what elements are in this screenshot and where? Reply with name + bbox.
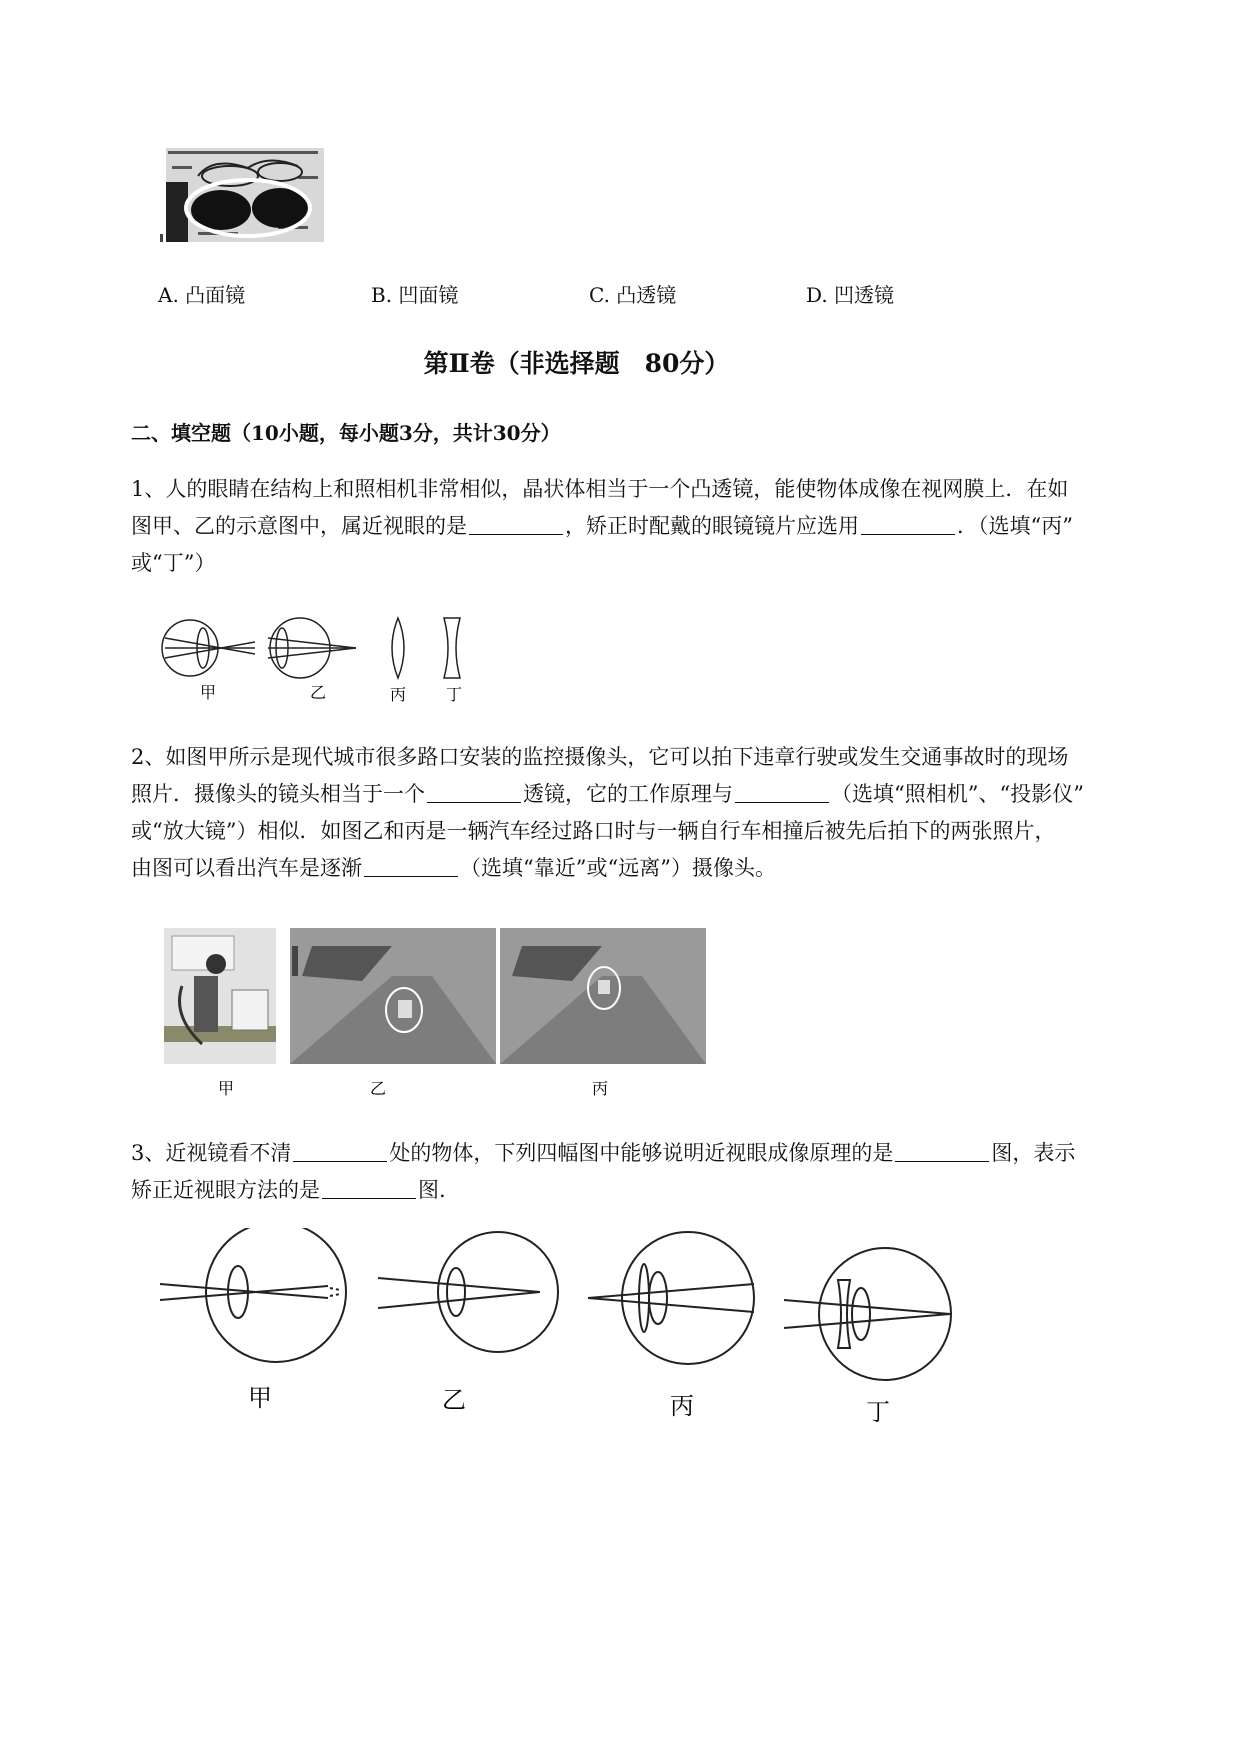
q2-fig-label-yi: 乙 bbox=[370, 1079, 387, 1098]
q2-blank-1[interactable] bbox=[427, 780, 521, 803]
q1-line-3: 或“丁”） bbox=[131, 551, 216, 575]
q3-fig-label-ding: 丁 bbox=[866, 1398, 890, 1426]
q1-line-2: 图甲、乙的示意图中，属近视眼的是 ，矫正时配戴的眼镜镜片应选用 ．（选填“丙” bbox=[131, 514, 1073, 538]
q2-fig-label-jia: 甲 bbox=[218, 1079, 235, 1098]
q3-fig-label-bing: 丙 bbox=[670, 1392, 694, 1420]
q3-eye-diagrams bbox=[158, 1228, 958, 1428]
option-a: A. 凸面镜 bbox=[158, 283, 246, 307]
q2-line-4: 由图可以看出汽车是逐渐 （选填“靠近”或“远离”）摄像头。 bbox=[131, 856, 776, 880]
q2-camera-photos bbox=[162, 926, 708, 1101]
q2-line-2: 照片．摄像头的镜头相当于一个 透镜，它的工作原理与 （选填“照相机”、“投影仪” bbox=[131, 782, 1084, 806]
option-b: B. 凹面镜 bbox=[371, 283, 459, 307]
q3-blank-1[interactable] bbox=[293, 1139, 387, 1162]
section-subtitle: 二、填空题（10小题，每小题3分，共计30分） bbox=[131, 421, 561, 445]
q3-fig-label-jia: 甲 bbox=[248, 1384, 272, 1412]
q2-fig-label-bing: 丙 bbox=[592, 1079, 609, 1098]
q3-line-2: 矫正近视眼方法的是 图. bbox=[131, 1178, 446, 1202]
q1-blank-2[interactable] bbox=[861, 512, 955, 535]
option-d: D. 凹透镜 bbox=[806, 283, 895, 307]
q3-line-1: 3、近视镜看不清 处的物体，下列四幅图中能够说明近视眼成像原理的是 图，表示 bbox=[131, 1141, 1076, 1165]
q1-blank-1[interactable] bbox=[469, 512, 563, 535]
q2-line-3: 或“放大镜”）相似．如图乙和丙是一辆汽车经过路口时与一辆自行车相撞后被先后拍下的两张照片， bbox=[131, 819, 1056, 843]
q1-eye-lens-diagram bbox=[160, 610, 480, 710]
q1-line-1: 1、人的眼睛在结构上和照相机非常相似，晶状体相当于一个凸透镜，能使物体成像在视网膜上．在如 bbox=[131, 477, 1069, 501]
option-c: C. 凸透镜 bbox=[589, 283, 677, 307]
q2-blank-2[interactable] bbox=[735, 780, 829, 803]
q3-blank-2[interactable] bbox=[895, 1139, 989, 1162]
q1-fig-label-bing: 丙 bbox=[390, 685, 407, 704]
sunglasses-photo-icon bbox=[158, 146, 326, 244]
q1-fig-label-ding: 丁 bbox=[446, 685, 463, 704]
q3-blank-3[interactable] bbox=[322, 1176, 416, 1199]
section-title: 第Ⅱ卷（非选择题 80分） bbox=[423, 349, 730, 378]
q2-blank-3[interactable] bbox=[364, 854, 458, 877]
q1-fig-label-yi: 乙 bbox=[310, 683, 327, 702]
q1-fig-label-jia: 甲 bbox=[200, 683, 217, 702]
q2-line-1: 2、如图甲所示是现代城市很多路口安装的监控摄像头，它可以拍下违章行驶或发生交通事故时的现场 bbox=[131, 745, 1069, 769]
q3-fig-label-yi: 乙 bbox=[442, 1386, 466, 1414]
